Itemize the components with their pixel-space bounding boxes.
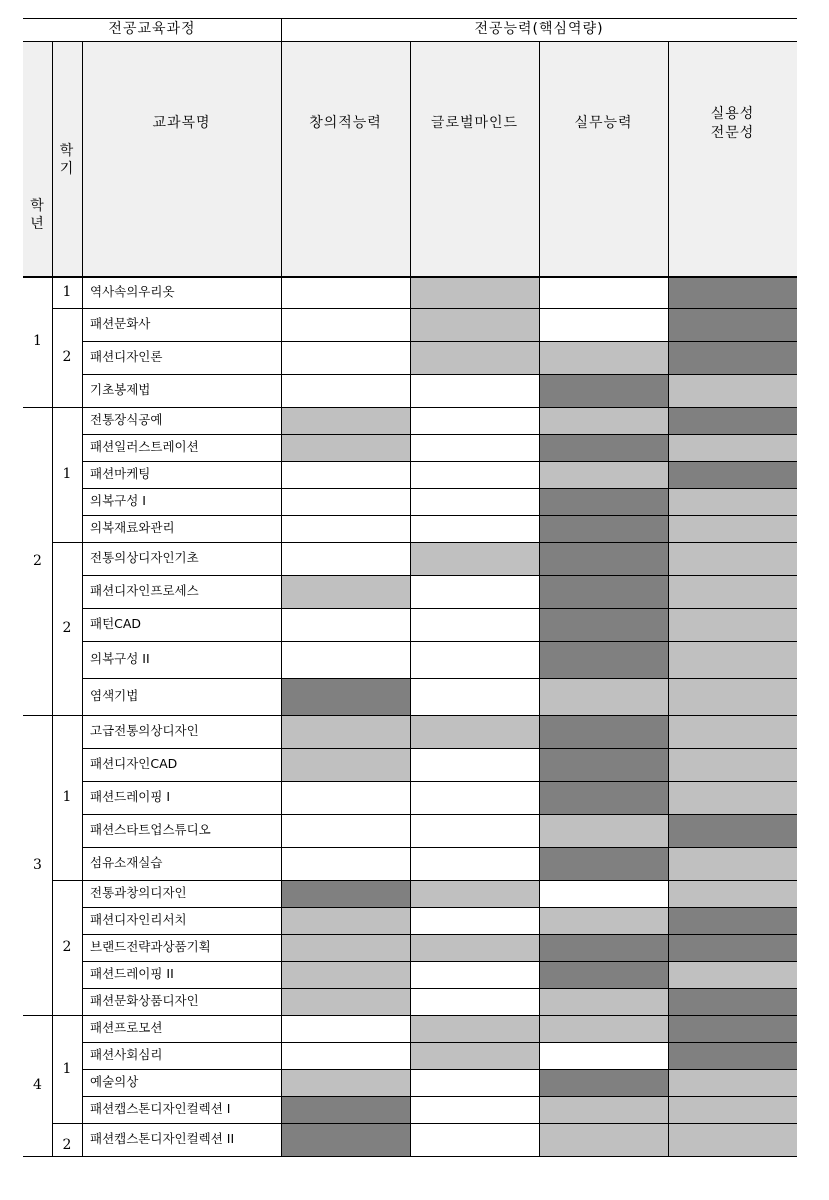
grid-line xyxy=(82,1096,797,1097)
course-name: 패션일러스트레이션 xyxy=(90,439,199,455)
competency-cell xyxy=(668,1042,797,1069)
competency-cell xyxy=(281,276,410,308)
competency-cell xyxy=(410,407,539,434)
competency-cell xyxy=(539,934,668,961)
competency-cell xyxy=(281,847,410,880)
competency-cell xyxy=(281,1096,410,1123)
curriculum-header: 전공교육과정 xyxy=(108,21,196,38)
course-name: 패션마케팅 xyxy=(90,466,151,482)
grid-line xyxy=(82,961,797,962)
grid-line xyxy=(82,608,797,609)
competency-cell xyxy=(281,814,410,847)
competency-cell xyxy=(410,678,539,715)
competency-cell xyxy=(539,814,668,847)
competency-cell xyxy=(668,575,797,608)
semester-label: 1 xyxy=(62,789,72,806)
grid-line xyxy=(82,1069,797,1070)
grid-line xyxy=(539,41,540,1156)
competency-cell xyxy=(410,1096,539,1123)
competency-cell xyxy=(539,641,668,678)
course-name: 패션문화사 xyxy=(90,316,151,332)
grid-line xyxy=(82,1042,797,1043)
competency-cell xyxy=(281,781,410,814)
grid-line xyxy=(82,748,797,749)
competency-cell xyxy=(668,847,797,880)
competency-cell xyxy=(410,988,539,1015)
competency-cell xyxy=(281,934,410,961)
competency-cell xyxy=(281,1069,410,1096)
competency-cell xyxy=(539,715,668,748)
competency-cell xyxy=(539,407,668,434)
competency-cell xyxy=(668,374,797,407)
year-label: 2 xyxy=(33,552,42,569)
competency-cell xyxy=(539,341,668,374)
competency-cell xyxy=(410,641,539,678)
competency-cell xyxy=(539,575,668,608)
competency-cell xyxy=(410,847,539,880)
competency-cell xyxy=(668,748,797,781)
competency-column-4: 실용성 전문성 xyxy=(668,41,797,206)
competency-cell xyxy=(668,1069,797,1096)
competency-cell xyxy=(668,961,797,988)
competency-cell xyxy=(281,715,410,748)
competency-cell xyxy=(539,515,668,542)
competency-cell xyxy=(539,907,668,934)
competency-cell xyxy=(668,715,797,748)
grid-line xyxy=(82,847,797,848)
year-label: 4 xyxy=(33,1077,42,1094)
semester-label: 2 xyxy=(62,1136,72,1153)
course-name: 의복구성 I xyxy=(90,493,146,509)
grid-line xyxy=(23,18,797,19)
competency-cell xyxy=(668,641,797,678)
competency-cell xyxy=(281,488,410,515)
competency-column-2: 글로벌마인드 xyxy=(410,41,539,206)
competency-cell xyxy=(410,276,539,308)
course-name: 전통의상디자인기초 xyxy=(90,550,199,566)
grid-line xyxy=(82,341,797,342)
competency-cell xyxy=(281,961,410,988)
grid-line xyxy=(82,515,797,516)
semester-label: 1 xyxy=(62,283,72,300)
competency-cell xyxy=(410,934,539,961)
competency-cell xyxy=(410,907,539,934)
course-name: 의복구성 II xyxy=(90,651,150,667)
competency-cell xyxy=(668,907,797,934)
competency-cell xyxy=(539,1015,668,1042)
grid-line xyxy=(668,41,669,1156)
competency-cell xyxy=(410,748,539,781)
competency-cell xyxy=(410,814,539,847)
competency-cell xyxy=(281,608,410,641)
grid-line xyxy=(52,1123,797,1124)
competency-cell xyxy=(281,880,410,907)
course-name: 섬유소재실습 xyxy=(90,855,163,871)
competency-cell xyxy=(410,461,539,488)
competency-cell xyxy=(410,575,539,608)
competency-cell xyxy=(668,934,797,961)
year-label: 3 xyxy=(33,856,42,873)
course-name: 의복재료와관리 xyxy=(90,520,175,536)
competency-cell xyxy=(539,847,668,880)
competency-cell xyxy=(539,1069,668,1096)
course-name: 기초봉제법 xyxy=(90,382,151,398)
competency-cell xyxy=(668,488,797,515)
course-name: 패션캡스톤디자인컬렉션 II xyxy=(90,1131,235,1147)
course-name: 패션문화상품디자인 xyxy=(90,993,199,1009)
competency-cell xyxy=(539,488,668,515)
year-header: 학 년 xyxy=(23,170,52,260)
competency-cell xyxy=(539,1123,668,1156)
grid-line xyxy=(82,814,797,815)
course-name: 패션디자인CAD xyxy=(90,756,178,772)
course-name: 예술의상 xyxy=(90,1074,139,1090)
grid-line xyxy=(82,988,797,989)
course-name: 전통과창의디자인 xyxy=(90,885,187,901)
competency-cell xyxy=(281,542,410,575)
competency-cell xyxy=(668,276,797,308)
course-name: 브랜드전략과상품기획 xyxy=(90,939,211,955)
semester-header: 학 기 xyxy=(52,120,82,200)
competency-cell xyxy=(281,1123,410,1156)
competency-cell xyxy=(668,542,797,575)
grid-line xyxy=(82,41,83,1156)
competency-cell xyxy=(668,608,797,641)
competency-cell xyxy=(410,781,539,814)
competency-cell xyxy=(281,308,410,341)
competency-cell xyxy=(539,434,668,461)
grid-line xyxy=(281,18,282,1156)
competency-cell xyxy=(281,1042,410,1069)
competency-cell xyxy=(281,434,410,461)
semester-label: 1 xyxy=(62,466,72,483)
competency-cell xyxy=(281,341,410,374)
grid-line xyxy=(52,308,797,309)
competency-cell xyxy=(539,880,668,907)
competency-cell xyxy=(539,748,668,781)
grid-line xyxy=(82,488,797,489)
semester-label: 1 xyxy=(62,1060,72,1077)
competency-cell xyxy=(539,276,668,308)
competency-cell xyxy=(410,488,539,515)
course-name: 패션드레이핑 I xyxy=(90,789,171,805)
course-name: 패션디자인론 xyxy=(90,349,163,365)
competency-cell xyxy=(410,542,539,575)
course-name: 패턴CAD xyxy=(90,616,142,632)
competency-cell xyxy=(410,608,539,641)
competency-cell xyxy=(281,374,410,407)
semester-label: 2 xyxy=(62,349,72,366)
grid-line xyxy=(82,781,797,782)
competency-cell xyxy=(410,1069,539,1096)
competency-cell xyxy=(539,461,668,488)
competency-cell xyxy=(668,988,797,1015)
competency-cell xyxy=(668,341,797,374)
competency-cell xyxy=(539,988,668,1015)
competency-cell xyxy=(668,1015,797,1042)
competency-cell xyxy=(539,678,668,715)
competency-cell xyxy=(539,608,668,641)
competency-cell xyxy=(539,961,668,988)
competency-header: 전공능력(핵심역량) xyxy=(474,21,604,38)
competency-cell xyxy=(281,575,410,608)
course-name: 염색기법 xyxy=(90,688,139,704)
competency-column-1: 창의적능력 xyxy=(281,41,410,206)
grid-line xyxy=(82,907,797,908)
course-name: 패션프로모션 xyxy=(90,1020,163,1036)
competency-column-3: 실무능력 xyxy=(539,41,668,206)
grid-line xyxy=(82,678,797,679)
competency-cell xyxy=(410,1042,539,1069)
competency-cell xyxy=(410,434,539,461)
grid-line xyxy=(82,461,797,462)
grid-line xyxy=(82,934,797,935)
grid-line xyxy=(52,41,53,1156)
course-name: 역사속의우리옷 xyxy=(90,283,175,299)
year-label: 1 xyxy=(33,333,42,350)
competency-cell xyxy=(410,880,539,907)
competency-cell xyxy=(410,1015,539,1042)
competency-cell xyxy=(668,814,797,847)
competency-cell xyxy=(281,515,410,542)
course-name-header: 교과목명 xyxy=(82,41,281,206)
competency-cell xyxy=(410,715,539,748)
competency-cell xyxy=(668,1096,797,1123)
course-name: 패션디자인리서치 xyxy=(90,912,187,928)
semester-label: 2 xyxy=(62,620,72,637)
competency-cell xyxy=(281,988,410,1015)
competency-cell xyxy=(668,434,797,461)
competency-cell xyxy=(668,515,797,542)
competency-cell xyxy=(410,374,539,407)
course-name: 패션사회심리 xyxy=(90,1047,163,1063)
competency-cell xyxy=(668,1123,797,1156)
competency-cell xyxy=(281,748,410,781)
grid-line xyxy=(82,575,797,576)
course-name: 고급전통의상디자인 xyxy=(90,723,199,739)
course-name: 패션스타트업스튜디오 xyxy=(90,822,211,838)
competency-cell xyxy=(539,374,668,407)
competency-cell xyxy=(668,678,797,715)
grid-line xyxy=(52,542,797,543)
grid-line xyxy=(82,641,797,642)
competency-cell xyxy=(539,308,668,341)
competency-cell xyxy=(281,678,410,715)
competency-cell xyxy=(539,542,668,575)
grid-line xyxy=(410,41,411,1156)
grid-line xyxy=(52,880,797,881)
competency-cell xyxy=(410,341,539,374)
grid-line xyxy=(82,374,797,375)
competency-cell xyxy=(539,1096,668,1123)
semester-label: 2 xyxy=(62,939,72,956)
competency-cell xyxy=(281,461,410,488)
course-name: 전통장식공예 xyxy=(90,412,163,428)
course-name: 패션드레이핑 II xyxy=(90,966,174,982)
competency-cell xyxy=(281,907,410,934)
competency-cell xyxy=(410,961,539,988)
competency-cell xyxy=(281,407,410,434)
competency-cell xyxy=(410,308,539,341)
grid-line xyxy=(23,1156,797,1157)
competency-cell xyxy=(668,781,797,814)
competency-cell xyxy=(281,641,410,678)
competency-cell xyxy=(410,515,539,542)
competency-cell xyxy=(281,1015,410,1042)
competency-cell xyxy=(668,461,797,488)
course-name: 패션디자인프로세스 xyxy=(90,583,199,599)
competency-cell xyxy=(668,308,797,341)
competency-cell xyxy=(539,1042,668,1069)
competency-cell xyxy=(668,880,797,907)
competency-cell xyxy=(539,781,668,814)
course-name: 패션캡스톤디자인컬렉션 I xyxy=(90,1101,231,1117)
competency-cell xyxy=(668,407,797,434)
competency-cell xyxy=(410,1123,539,1156)
grid-line xyxy=(82,434,797,435)
